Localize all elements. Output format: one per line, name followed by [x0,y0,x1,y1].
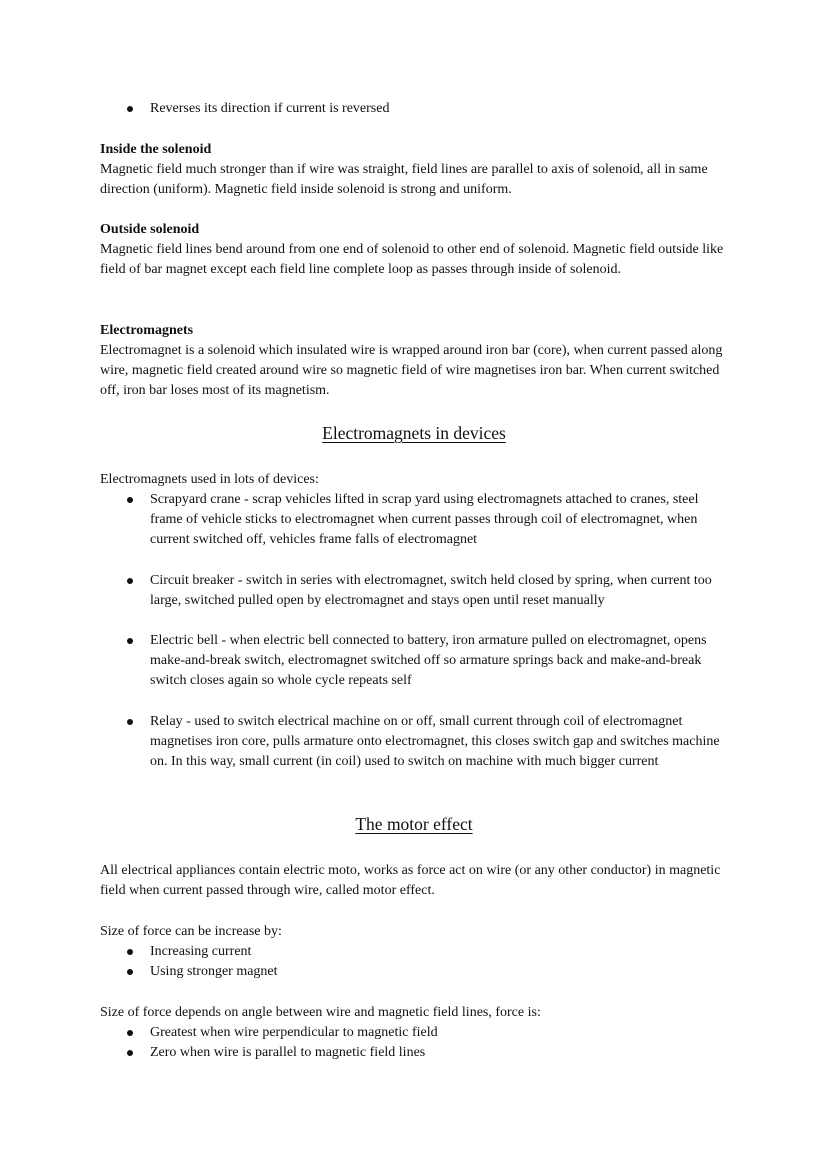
force-increase-list [100,942,730,982]
list-item: Circuit breaker - switch in series with electromagnet, switch held closed by spring, when current too large, switched pulled open by electromagnet and stays open until reset manually [100,571,730,611]
inside-solenoid-text: Magnetic field much stronger than if wire was straight, field lines are parallel to axis of solenoid, all in same direction (uniform). Magnetic field inside solenoid is strong and uniform. [100,162,708,198]
devices-list [100,490,730,772]
motor-section-title: The motor effect [355,814,473,834]
list-item: Increasing current [100,942,730,962]
motor-intro: All electrical appliances contain electric moto, works as force act on wire (or any other conductor) in magnetic field when current passed through wire, called motor effect. [100,863,721,899]
list-item: Using stronger magnet [100,962,730,982]
top-bullet-list [100,99,730,119]
force-increase-intro: Size of force can be increase by: [100,924,282,939]
list-item: Greatest when wire perpendicular to magnetic field [100,1023,730,1043]
electromagnets-heading: Electromagnets [100,323,194,338]
force-angle-intro: Size of force depends on angle between wire and magnetic field lines, force is: [100,1005,541,1020]
outside-solenoid-heading: Outside solenoid [100,222,200,237]
outside-solenoid-text: Magnetic field lines bend around from one end of solenoid to other end of solenoid. Magnetic field outside like field of bar magnet except each field line complete loop as passes through inside of solenoid. [100,242,724,278]
list-item: Relay - used to switch electrical machine on or off, small current through coil of electromagnet magnetises iron core, pulls armature onto electromagnet, this closes switch gap and switches machine on. In this way, small current (in coil) used to switch on machine with much bigger current [100,712,730,773]
list-item: Reverses its direction if current is reversed [100,99,730,119]
list-item: Scrapyard crane - scrap vehicles lifted in scrap yard using electromagnets attached to cranes, steel frame of vehicle sticks to electromagnet when current passes through coil of electromagnet, when current switched off, vehicles frame falls of electromagnet [100,490,730,551]
list-item: Electric bell - when electric bell connected to battery, iron armature pulled on electromagnet, opens make-and-break switch, electromagnet switched off so armature springs back and make-and-break switch closes again so whole cycle repeats self [100,631,730,692]
force-angle-list [100,1023,730,1063]
list-item: Zero when wire is parallel to magnetic field lines [100,1043,730,1063]
electromagnets-text: Electromagnet is a solenoid which insulated wire is wrapped around iron bar (core), when current passed along wire, magnetic field created around wire so magnetic field of wire magnetises iron bar. When current switched off, iron bar loses most of its magnetism. [100,343,723,399]
devices-section-title: Electromagnets in devices [322,423,506,443]
inside-solenoid-heading: Inside the solenoid [100,142,212,157]
devices-intro: Electromagnets used in lots of devices: [100,472,319,487]
